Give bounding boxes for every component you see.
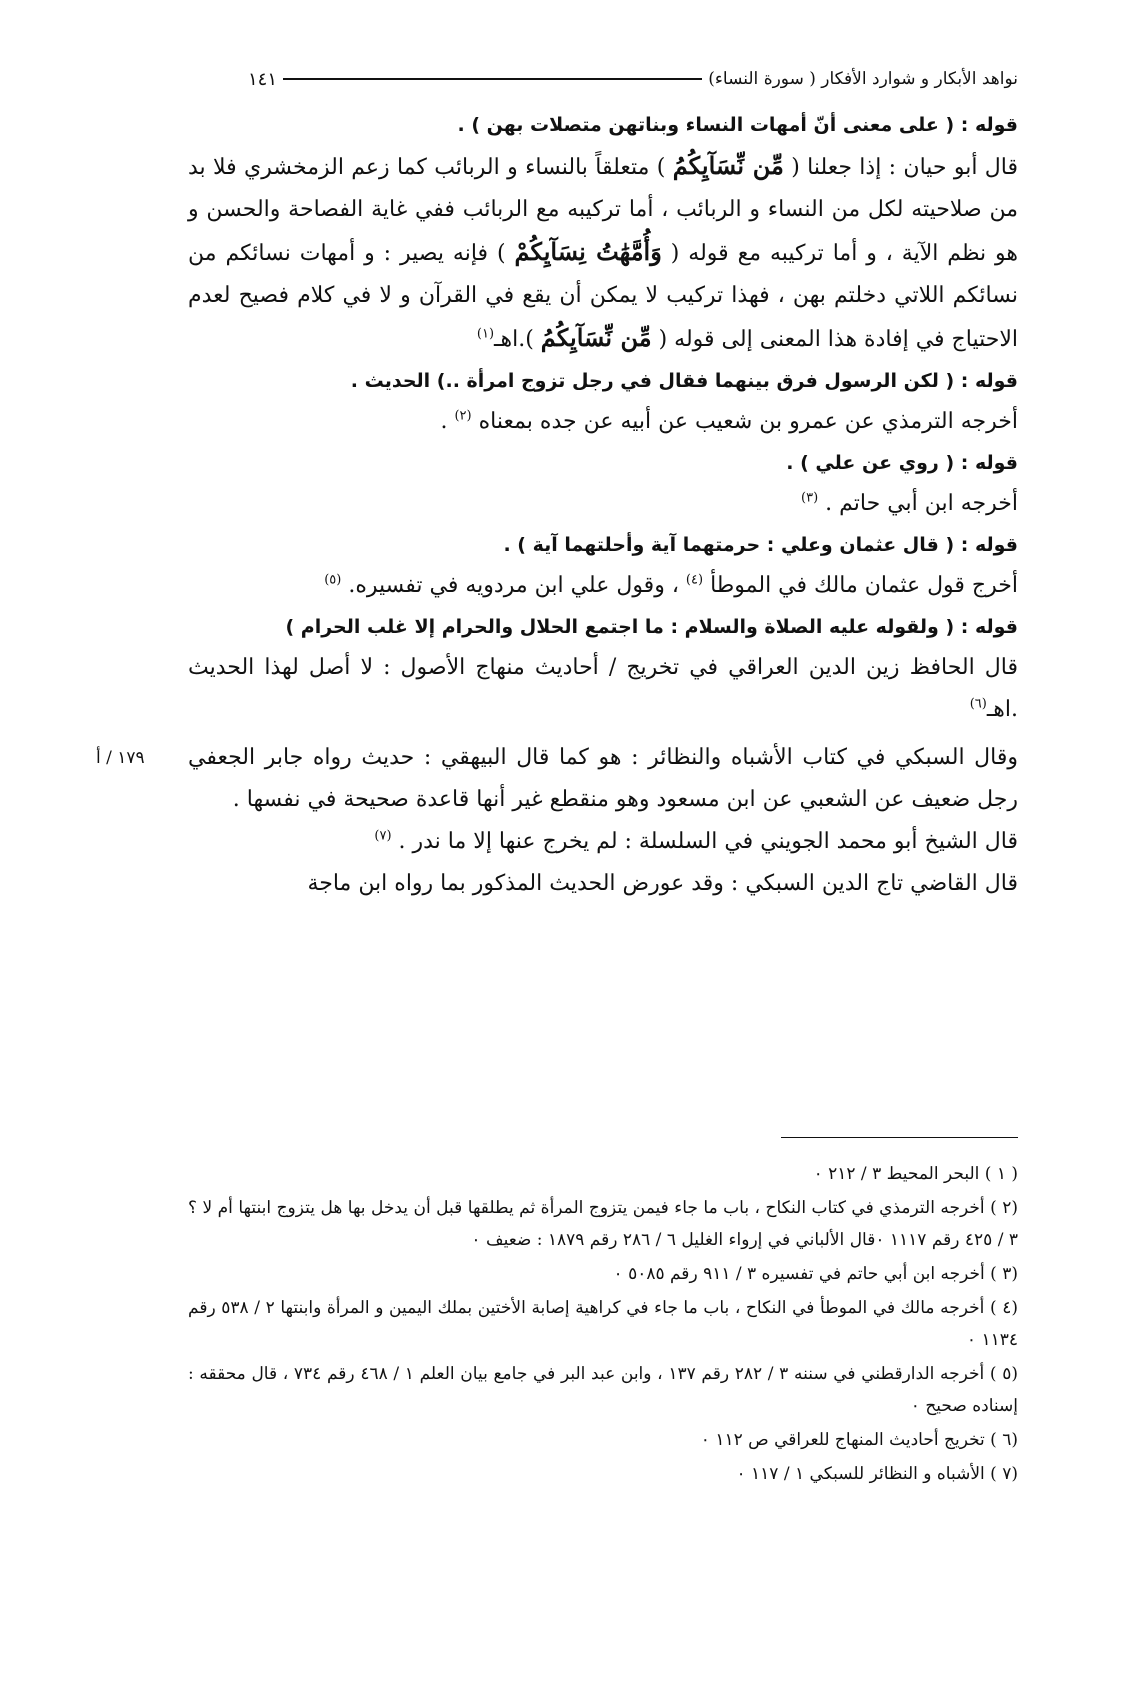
quran-quote-3: مِّن نِّسَآيِكُمُ xyxy=(540,323,652,352)
paragraph-6: وقال السبكي في كتاب الأشباه والنظائر : هو كما قال البيهقي : حديث رواه جابر الجعفي رجل ضعيف عن الشعبي عن ابن مسعود وهو منقطع غير أنها قاعدة صحيحة في نفسها . xyxy=(188,745,1018,812)
footnote-divider xyxy=(781,1137,1018,1138)
heading-3: قوله : ( روي عن علي ) . xyxy=(786,452,1018,474)
quran-quote-1: مِّن نِّسَآيِكُمُ xyxy=(672,151,784,180)
footnote-3: (٣ ) أخرجه ابن أبي حاتم في تفسيره ٣ / ٩١١ رقم ٥٠٨٥ ٠ xyxy=(613,1264,1018,1284)
paragraph-3: أخرجه ابن أبي حاتم . $^{(٣)}$ xyxy=(801,490,1018,516)
heading-5: قوله : ( ولقوله عليه الصلاة والسلام : ما اجتمع الحلال والحرام إلا غلب الحرام ) xyxy=(285,616,1018,638)
header-title: نواهد الأبكار و شوارد الأفكار ( سورة النساء) xyxy=(708,69,1018,89)
footnote-ref-3: (٣) xyxy=(801,490,819,506)
footnote-ref-6: (٦) xyxy=(969,696,987,712)
paragraph-4: أخرج قول عثمان مالك في الموطأ $^{(٤)}$ ، وقول علي ابن مردويه في تفسيره. $^{(٥)}$ xyxy=(324,572,1018,598)
paragraph-1: قال أبو حيان : إذا جعلنا ( مِّن نِّسَآيِكُمُ ) متعلقاً بالنساء و الربائب كما زعم الزمخشري فلا بد من صلاحيته لكل من النساء و الربائب ، أما تركيبه مع الربائب ففي غاية الفصاحة والحسن و هو نظم الآية ، و أما تركيبه مع قوله ( وَأُمَّهَٰتُ نِسَآيِكُمْ ) فإنه يصير : و أمهات نسائكم من نسائكم اللاتي دخلتم بهن ، فهذا تركيب لا يمكن أن يقع في القرآن و لا في كلام فصيح لعدم الاحتياج في إفادة هذا المعنى إلى قوله ( مِّن نِّسَآيِكُمُ ).اهـ$^{(١)}$ xyxy=(188,151,1019,352)
footnote-2: (٢ ) أخرجه الترمذي في كتاب النكاح ، باب ما جاء فيمن يتزوج المرأة ثم يطلقها قبل أن يدخل بها هل يتزوج ابنتها أم لا ؟ ٣ / ٤٢٥ رقم ١١١٧ ٠قال الألباني في إرواء الغليل ٦ / ٢٨٦ رقم ١٨٧٩ : ضعيف ٠ xyxy=(188,1198,1018,1250)
header-rule xyxy=(283,78,702,80)
paragraph-2: أخرجه الترمذي عن عمرو بن شعيب عن أبيه عن جده بمعناه $^{(٢)}$ . xyxy=(440,408,1018,434)
footnote-7: (٧ ) الأشباه و النظائر للسبكي ١ / ١١٧ ٠ xyxy=(736,1464,1018,1484)
footnote-ref-2: (٢) xyxy=(454,408,472,424)
heading-1: قوله : ( على معنى أنّ أمهات النساء وبناتهن متصلات بهن ) . xyxy=(457,114,1018,136)
footnote-ref-4: (٤) xyxy=(685,572,704,588)
paragraph-5: قال الحافظ زين الدين العراقي في تخريج / أحاديث منهاج الأصول : لا أصل لهذا الحديث .اهـ$^{(٦)}$ xyxy=(188,655,1018,722)
footnote-4: (٤ ) أخرجه مالك في الموطأ في النكاح ، باب ما جاء في كراهية إصابة الأختين بملك اليمين و المرأة وابنتها ٢ / ٥٣٨ رقم ١١٣٤ ٠ xyxy=(188,1298,1018,1350)
quran-quote-2: وَأُمَّهَٰتُ نِسَآيِكُمْ xyxy=(514,237,662,266)
footnote-5: (٥ ) أخرجه الدارقطني في سننه ٣ / ٢٨٢ رقم ١٣٧ ، وابن عبد البر في جامع بيان العلم ١ / ٤٦٨ رقم ٧٣٤ ، قال محققه : إسناده صحيح ٠ xyxy=(188,1364,1018,1416)
paragraph-8: قال القاضي تاج الدين السبكي : وقد عورض الحديث المذكور بما رواه ابن ماجة xyxy=(307,871,1018,896)
footnote-ref-1: (١) xyxy=(476,326,495,342)
footnote-1: ( ١ ) البحر المحيط ٣ / ٢١٢ ٠ xyxy=(813,1164,1018,1184)
running-header xyxy=(248,64,1018,94)
heading-2: قوله : ( لكن الرسول فرق بينهما فقال في رجل تزوج امرأة ..) الحديث . xyxy=(350,370,1018,392)
heading-4: قوله : ( قال عثمان وعلي : حرمتهما آية وأحلتهما آية ) . xyxy=(503,534,1018,556)
page-number: ١٤١ xyxy=(248,68,278,90)
footnote-ref-5: (٥) xyxy=(324,572,342,588)
footnote-6: (٦ ) تخريج أحاديث المنهاج للعراقي ص ١١٢ ٠ xyxy=(700,1430,1018,1450)
main-text xyxy=(188,105,1018,905)
footnote-ref-7: (٧) xyxy=(374,828,392,844)
footnotes xyxy=(188,1158,1018,1492)
paragraph-7: قال الشيخ أبو محمد الجويني في السلسلة : لم يخرج عنها إلا ما ندر . $^{(٧)}$ xyxy=(374,828,1018,854)
manuscript-folio-note: ١٧٩ / أ xyxy=(96,748,145,768)
